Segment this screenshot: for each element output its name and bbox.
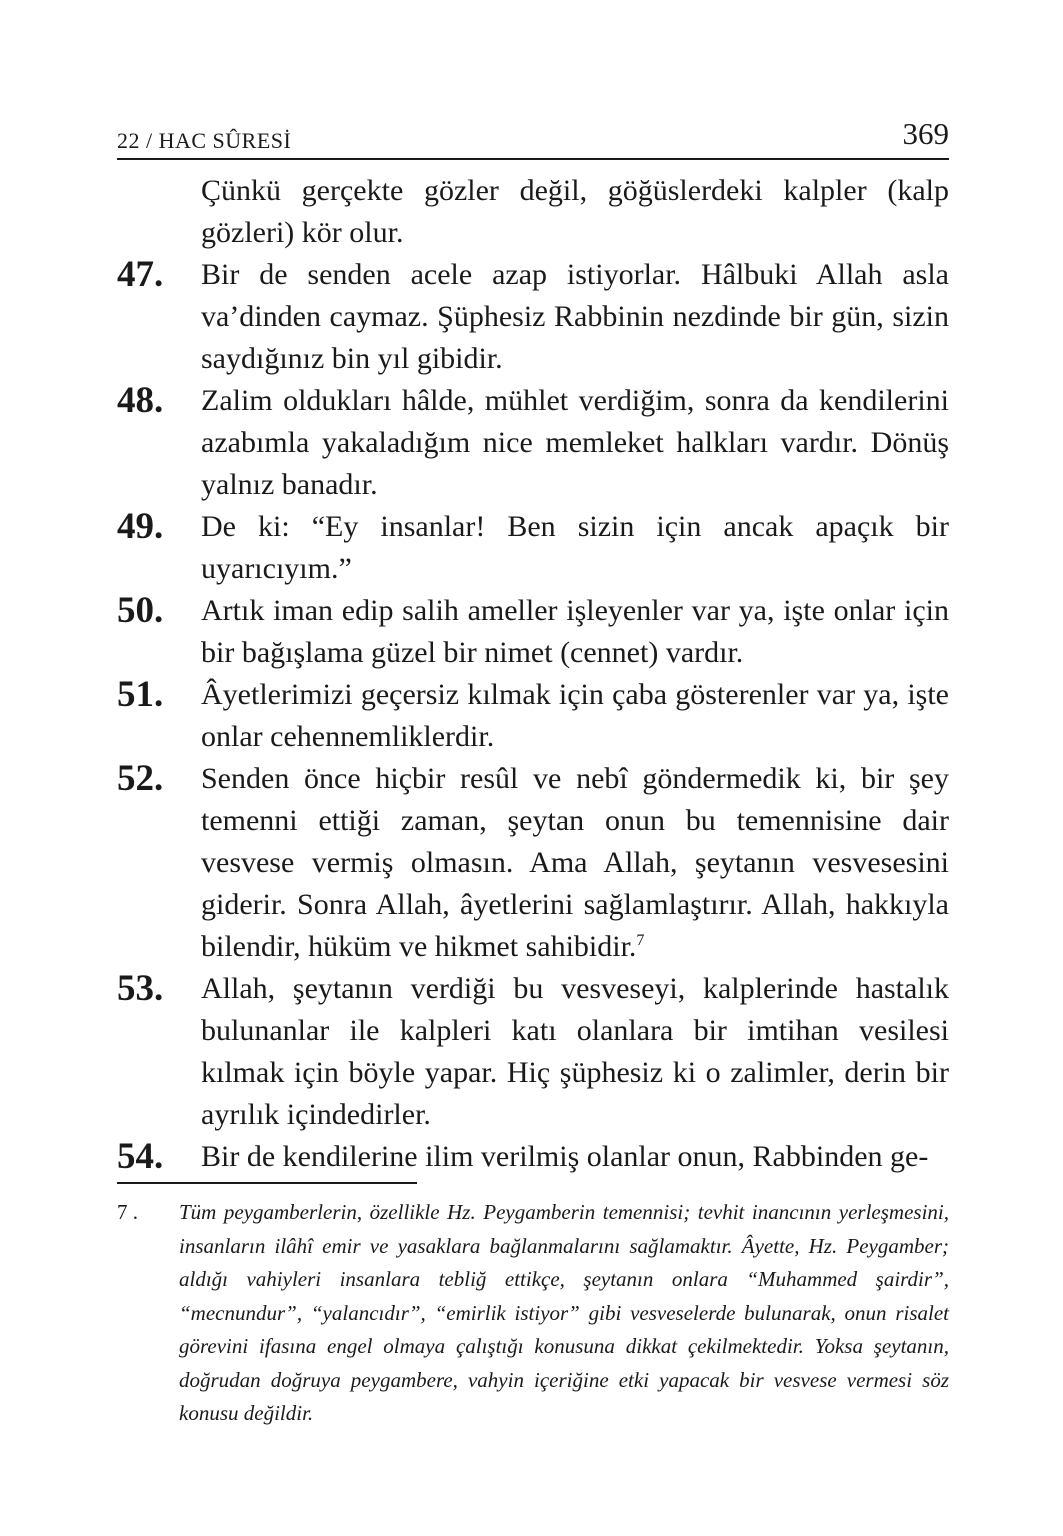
verse-number: 50. [117, 590, 164, 631]
running-head: 22 / HAC SÛRESİ [117, 128, 292, 153]
verse-53 [117, 968, 949, 1136]
verse-48 [117, 380, 949, 506]
verse-49 [117, 506, 949, 590]
verse-number: 48. [117, 380, 164, 421]
footnote-text: Tüm peygamberlerin, özellikle Hz. Peygamberin temennisi; tevhit inancının yerleşmesini, insanların ilâhî emir ve yasaklara bağlanmalarını sağlamaktır. Âyette, Hz. Peygamber; aldığı vahiyleri insanlara tebliğ ettikçe, şeytanın onlara “Muhammed şairdir”, “mecnundur”, “yalancıdır”, “emirlik istiyor” gibi vesveselerde bulunarak, onun risalet görevini ifasına engel olmaya çalıştığı konusuna dikkat çekilmektedir. Yoksa şeytanın, doğrudan doğruya peygambere, vahyin içeriğine etki yapacak bir vesvese vermesi söz konusu değildir. [179, 1200, 949, 1425]
verse-number: 53. [117, 968, 164, 1009]
page-number: 369 [902, 116, 949, 151]
verse-list [117, 170, 949, 1178]
footnote-number: 7 . [117, 1200, 138, 1224]
verse-51 [117, 674, 949, 758]
verse-text: Âyetlerimizi geçersiz kılmak için çaba gösterenler var ya, işte onlar cehennemliklerdir. [201, 678, 949, 753]
verse-47 [117, 254, 949, 380]
verse-text: Allah, şeytanın verdiği bu vesveseyi, kalplerinde hastalık bulunanlar ile kalpleri katı olanlara bir imtihan vesilesi kılmak için böyle yapar. Hiç şüphesiz ki o zalimler, derin bir ayrılık içindedirler. [201, 972, 949, 1131]
verse-number: 51. [117, 674, 164, 715]
verse-number: 47. [117, 254, 164, 295]
verse-50 [117, 590, 949, 674]
verse-text: Senden önce hiçbir resûl ve nebî göndermedik ki, bir şey temenni ettiği zaman, şeytan onun bu temennisine dair vesvese vermiş olmasın. Ama Allah, şeytanın vesvesesini giderir. Sonra Allah, âyetlerini sağlamlaştırır. Allah, hakkıyla bilendir, hüküm ve hikmet sahibidir. [201, 762, 949, 963]
page-header [117, 112, 949, 160]
verse-52 [117, 758, 949, 968]
verse-number: 49. [117, 506, 164, 547]
verse-text: Bir de senden acele azap istiyorlar. Hâlbuki Allah asla va’dinden caymaz. Şüphesiz Rabbinin nezdinde bir gün, sizin saydığınız bin yıl gibidir. [201, 258, 949, 375]
footnote-reference[interactable]: 7 [636, 932, 645, 949]
verse-continuation [117, 170, 949, 254]
footnote-divider [117, 1182, 417, 1184]
verse-54 [117, 1136, 949, 1178]
verse-text: Zalim oldukları hâlde, mühlet verdiğim, sonra da kendilerini azabımla yakaladığım nice memleket halkları vardır. Dönüş yalnız banadır. [201, 384, 949, 501]
verse-text: Çünkü gerçekte gözler değil, göğüslerdeki kalpler (kalp gözleri) kör olur. [201, 174, 949, 249]
verse-text: Bir de kendilerine ilim verilmiş olanlar onun, Rabbinden ge- [201, 1140, 929, 1173]
verse-number: 52. [117, 758, 164, 799]
verse-number: 54. [117, 1136, 164, 1177]
verse-text: De ki: “Ey insanlar! Ben sizin için ancak apaçık bir uyarıcıyım.” [201, 510, 949, 585]
verse-text: Artık iman edip salih ameller işleyenler var ya, işte onlar için bir bağışlama güzel bir nimet (cennet) vardır. [201, 594, 949, 669]
footnote [117, 1196, 949, 1431]
